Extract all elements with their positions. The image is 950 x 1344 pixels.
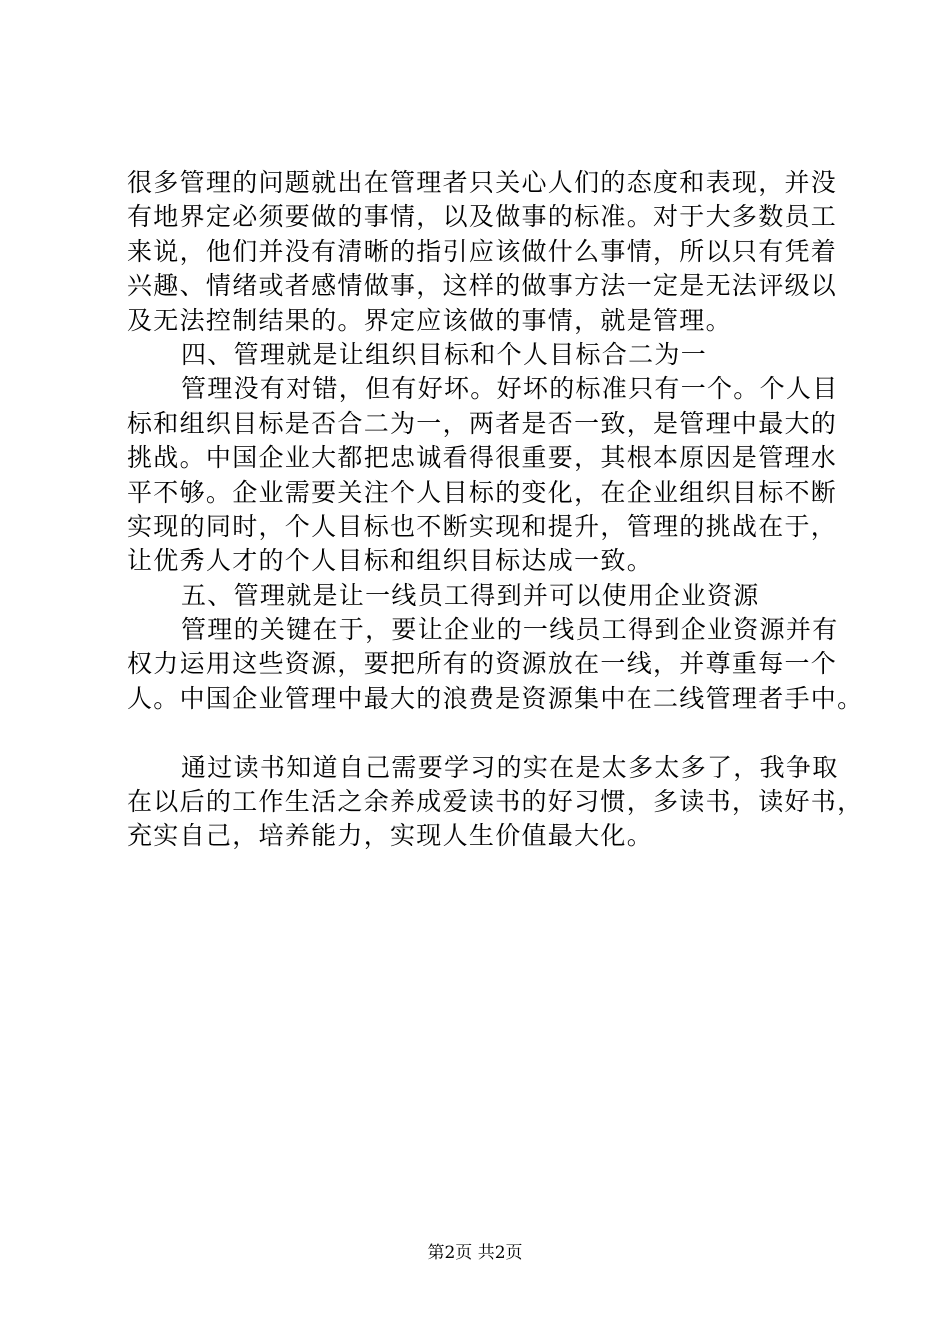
text-line: 管理没有对错，但有好坏。好坏的标准只有一个。个人目 (181, 374, 839, 404)
text-line: 平不够。企业需要关注个人目标的变化，在企业组织目标不断 (127, 477, 838, 507)
text-line: 五、管理就是让一线员工得到并可以使用企业资源 (181, 580, 760, 610)
text-line: 很多管理的问题就出在管理者只关心人们的态度和表现，并没 (127, 168, 838, 197)
text-line: 有地界定必须要做的事情，以及做事的标准。对于大多数员工 (127, 202, 838, 232)
text-line: 标和组织目标是否合二为一，两者是否一致，是管理中最大的 (127, 408, 838, 438)
blank-line (127, 716, 847, 750)
text-line: 挑战。中国企业大都把忠诚看得很重要，其根本原因是管理水 (127, 443, 838, 473)
text-line: 兴趣、情绪或者感情做事，这样的做事方法一定是无法评级以 (127, 271, 838, 301)
text-line: 实现的同时，个人目标也不断实现和提升，管理的挑战在于， (127, 511, 838, 541)
text-line: 四、管理就是让组织目标和个人目标合二为一 (181, 339, 708, 369)
text-line: 让优秀人才的个人目标和组织目标达成一致。 (127, 546, 654, 576)
text-line: 来说，他们并没有清晰的指引应该做什么事情，所以只有凭着 (127, 236, 838, 266)
text-line: 人。中国企业管理中最大的浪费是资源集中在二线管理者手中。 (127, 683, 864, 713)
text-line: 充实自己，培养能力，实现人生价值最大化。 (127, 821, 654, 851)
text-line: 权力运用这些资源，要把所有的资源放在一线，并尊重每一个 (127, 649, 838, 679)
text-line: 在以后的工作生活之余养成爱读书的好习惯，多读书，读好书， (127, 787, 864, 817)
page-footer: 第2页 共2页 (427, 1243, 523, 1263)
text-line: 管理的关键在于，要让企业的一线员工得到企业资源并有 (181, 615, 839, 645)
document-body (127, 166, 864, 854)
text-line: 通过读书知道自己需要学习的实在是太多太多了，我争取 (181, 752, 839, 782)
text-line: 及无法控制结果的。界定应该做的事情，就是管理。 (127, 305, 732, 335)
